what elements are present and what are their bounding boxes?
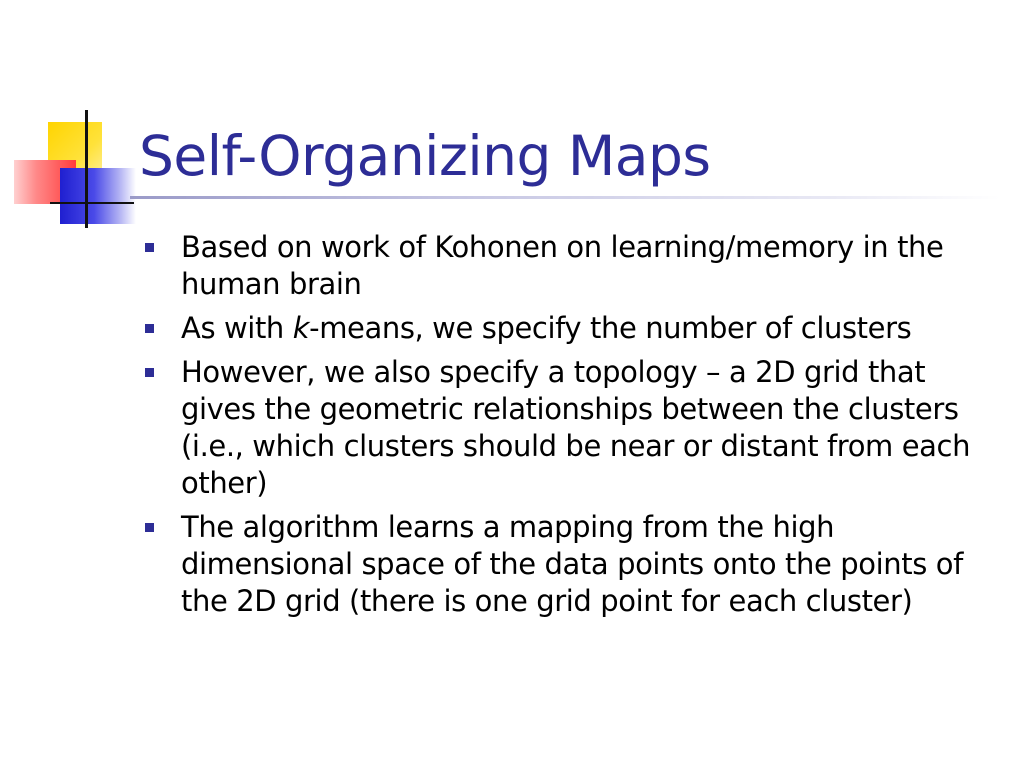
- bullet-text: [181, 311, 911, 345]
- logo-horizontal-line: [50, 202, 134, 204]
- bullet-text: However, we also specify a topology – a 2D grid that gives the geometric relationships between the clusters (i.e., which clusters should be near or distant from each other): [181, 355, 971, 500]
- square-bullet-icon: [145, 324, 154, 333]
- bullet-text: The algorithm learns a mapping from the high dimensional space of the data points onto the points of the 2D grid (there is one grid point for each cluster): [181, 510, 963, 618]
- bullet-item: [145, 229, 1005, 303]
- bullet-text-pre: As with: [181, 311, 293, 345]
- bullet-list: [145, 229, 1005, 627]
- bullet-item: [145, 310, 1005, 347]
- bullet-text: Based on work of Kohonen on learning/memory in the human brain: [181, 230, 944, 301]
- bullet-text-post: -means, we specify the number of clusters: [309, 311, 912, 345]
- slide-title: Self-Organizing Maps: [139, 124, 711, 188]
- title-underline: [130, 196, 1000, 199]
- bullet-item: [145, 354, 1005, 502]
- square-bullet-icon: [145, 243, 154, 252]
- square-bullet-icon: [145, 523, 154, 532]
- bullet-text-italic: k: [292, 311, 310, 345]
- square-bullet-icon: [145, 368, 154, 377]
- bullet-item: [145, 509, 1005, 620]
- logo-blue-square: [60, 168, 136, 224]
- logo-vertical-line: [85, 110, 88, 228]
